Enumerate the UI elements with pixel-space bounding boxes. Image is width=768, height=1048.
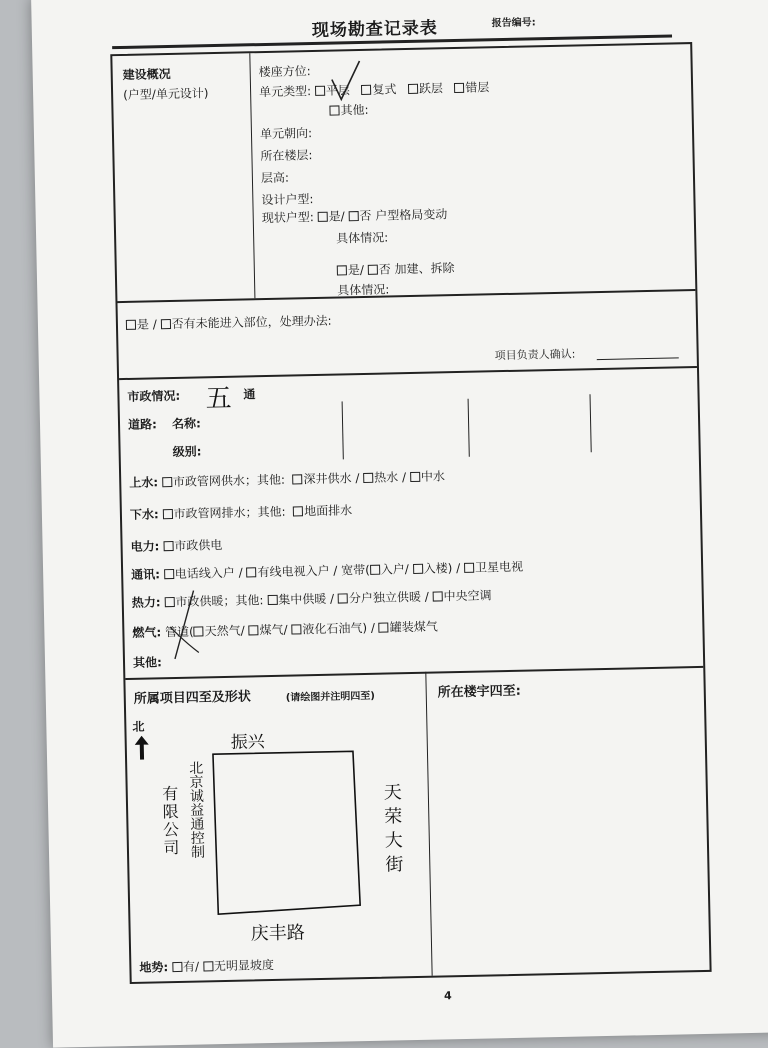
- addition-no-checkbox[interactable]: [368, 265, 378, 275]
- manager-signature-line[interactable]: [597, 357, 679, 360]
- broadband-building-checkbox[interactable]: [413, 564, 423, 574]
- addition-text: 加建、拆除: [394, 261, 455, 277]
- position-label: 楼座方位:: [258, 64, 311, 80]
- access-no-checkbox[interactable]: [161, 319, 171, 329]
- unit-type-split-checkbox[interactable]: [454, 83, 464, 93]
- unit-type-other-row: [329, 103, 368, 119]
- telecom-cable-checkbox[interactable]: [246, 567, 256, 577]
- terrain-no-checkbox[interactable]: [203, 961, 213, 971]
- unit-type-other-label: 其他:: [340, 102, 369, 118]
- water-supply-row: [129, 469, 445, 491]
- water-hot-checkbox[interactable]: [363, 473, 373, 483]
- unit-type-label: 单元类型:: [258, 84, 312, 100]
- water-municipal-label: 市政管网供水；其他:: [172, 472, 286, 489]
- road-grade-label: 级别:: [172, 444, 202, 459]
- site-sketch: [207, 747, 371, 920]
- heating-central-checkbox[interactable]: [267, 595, 277, 605]
- gas-lpg-label: 液化石油气) /: [302, 620, 376, 637]
- layout-change-no-label: 否: [359, 208, 372, 224]
- gas-lpg-checkbox[interactable]: [291, 624, 301, 634]
- north-arrow-icon: [135, 736, 149, 760]
- heating-individual-label: 分户独立供暖 /: [348, 589, 429, 606]
- telecom-label: 通讯:: [131, 567, 161, 582]
- water-reclaimed-label: 中水: [420, 469, 446, 484]
- current-layout-row: [262, 207, 448, 226]
- power-row: [130, 538, 222, 555]
- gas-coal-label: 煤气/: [259, 622, 288, 638]
- addition-yes-label: 是/: [347, 262, 365, 278]
- west-side-label-a: 有限公司: [159, 784, 181, 858]
- telecom-satellite-label: 卫星电视: [474, 559, 524, 575]
- drainage-label: 下水:: [129, 507, 159, 522]
- heating-label: 热力:: [131, 595, 161, 610]
- broadband-home-checkbox[interactable]: [370, 565, 380, 575]
- heating-ac-label: 中央空调: [443, 588, 492, 604]
- north-label: 北: [132, 719, 145, 734]
- boundary-col-divider: [425, 672, 432, 976]
- gas-label: 燃气:: [132, 625, 162, 640]
- telecom-satellite-checkbox[interactable]: [464, 563, 474, 573]
- building-boundary-label: 所在楼宇四至:: [437, 683, 522, 701]
- drainage-municipal-label: 市政管网排水；其他:: [173, 504, 286, 521]
- access-yes-checkbox[interactable]: [126, 320, 136, 330]
- building-section-sub: (户型/单元设计): [122, 86, 209, 102]
- telecom-broadband-label: 宽带(: [341, 562, 370, 578]
- design-layout-label: 设计户型:: [261, 191, 314, 208]
- current-layout-label: 现状户型:: [261, 209, 314, 226]
- drainage-surface-checkbox[interactable]: [293, 506, 303, 516]
- gas-natural-label: 天然气/: [204, 623, 245, 639]
- form-sheet: [31, 0, 768, 1048]
- heating-ac-checkbox[interactable]: [432, 591, 442, 601]
- unit-type-row: [259, 80, 490, 100]
- report-number-label: 报告编号:: [491, 17, 536, 30]
- road-col-3: [590, 394, 592, 452]
- drainage-surface-label: 地面排水: [304, 503, 353, 519]
- gas-coal-checkbox[interactable]: [248, 625, 258, 635]
- municipal-handwritten-value: 五: [205, 383, 232, 415]
- heating-individual-checkbox[interactable]: [338, 593, 348, 603]
- manager-confirm-label: 项目负责人确认:: [494, 347, 576, 363]
- heating-central-label: 集中供暖 /: [278, 591, 335, 607]
- north-side-label: 振兴: [230, 732, 265, 753]
- handwritten-slash-mark: [163, 586, 205, 667]
- project-boundary-hint: (请绘图并注明四至): [285, 690, 376, 704]
- terrain-no-label: 无明显坡度: [213, 957, 275, 974]
- gas-pipe-label: 管道(: [164, 624, 194, 640]
- south-side-label: 庆丰路: [250, 922, 305, 945]
- road-col-1: [342, 401, 344, 459]
- addition-row: [337, 261, 455, 278]
- power-label: 电力:: [130, 539, 160, 554]
- unit-type-loft-label: 跃层: [418, 81, 444, 96]
- orientation-label: 单元朝向:: [259, 126, 313, 142]
- unit-type-flat-label: 平层: [325, 83, 351, 98]
- road-label: 道路:: [127, 417, 158, 432]
- water-well-checkbox[interactable]: [292, 474, 302, 484]
- divider-municipal: [125, 666, 703, 680]
- unit-type-other-checkbox[interactable]: [329, 105, 339, 115]
- page-title: 现场勘查记录表: [311, 18, 439, 41]
- telecom-cable-label: 有线电视入户 /: [257, 563, 338, 580]
- addition-yes-checkbox[interactable]: [337, 265, 347, 275]
- heating-municipal-label: 市政供暖；其他:: [175, 593, 264, 609]
- page-number: 4: [443, 989, 452, 1003]
- municipal-label: 市政情况:: [127, 388, 181, 404]
- layout-change-no-checkbox[interactable]: [348, 211, 358, 221]
- survey-form: [110, 42, 711, 984]
- broadband-home-label: 入户/: [380, 562, 410, 577]
- floor-label: 所在楼层:: [260, 148, 313, 164]
- telecom-row: [131, 560, 523, 583]
- drainage-municipal-checkbox[interactable]: [162, 509, 172, 519]
- access-no-label: 否有未能进入部位，处理办法:: [171, 313, 332, 331]
- terrain-yes-label: 有/: [182, 959, 200, 974]
- road-col-2: [468, 399, 470, 457]
- project-boundary-label: 所属项目四至及形状: [133, 689, 251, 707]
- gas-bottled-label: 罐装煤气: [389, 619, 438, 635]
- divider-building: [117, 289, 695, 303]
- unit-type-flat-checkbox[interactable]: [315, 86, 325, 96]
- layout-change-text: 户型格局变动: [375, 207, 448, 223]
- terrain-label: 地势:: [139, 960, 169, 975]
- access-yes-label: 是 /: [136, 317, 157, 332]
- gas-bottled-checkbox[interactable]: [379, 623, 389, 633]
- water-hot-label: 热水 /: [374, 470, 407, 485]
- power-municipal-label: 市政供电: [174, 537, 223, 553]
- power-municipal-checkbox[interactable]: [163, 541, 173, 551]
- road-name-label: 名称:: [171, 416, 201, 432]
- water-municipal-checkbox[interactable]: [162, 477, 172, 487]
- water-supply-label: 上水:: [129, 475, 159, 490]
- access-row: [126, 314, 332, 333]
- drainage-row: [130, 503, 353, 523]
- unit-type-split-label: 错层: [465, 80, 490, 95]
- building-col-divider: [249, 53, 255, 298]
- addition-details-label: 具体情况:: [337, 282, 390, 298]
- building-section-label: 建设概况: [122, 66, 171, 82]
- layout-change-yes-checkbox[interactable]: [318, 212, 328, 222]
- unit-type-loft-checkbox[interactable]: [408, 84, 418, 94]
- west-side-label-b: 北京诚益通控制: [187, 760, 206, 859]
- water-reclaimed-checkbox[interactable]: [410, 472, 420, 482]
- broadband-building-label: 入楼) /: [423, 561, 461, 576]
- height-label: 层高:: [260, 170, 290, 186]
- terrain-row: [139, 958, 274, 976]
- handwritten-check-mark: [327, 57, 368, 106]
- layout-change-yes-label: 是/: [328, 209, 345, 224]
- unit-type-duplex-label: 复式: [372, 82, 397, 97]
- layout-details-label: 具体情况:: [336, 230, 389, 246]
- telecom-phone-label: 电话线入户 /: [174, 565, 243, 581]
- east-side-label: 天荣大街: [380, 782, 404, 879]
- other-label: 其他:: [132, 655, 162, 670]
- telecom-phone-checkbox[interactable]: [164, 569, 174, 579]
- municipal-suffix: 通: [243, 387, 256, 402]
- addition-no-label: 否: [378, 262, 391, 277]
- water-well-label: 深井供水 /: [303, 471, 360, 487]
- terrain-yes-checkbox[interactable]: [172, 962, 182, 972]
